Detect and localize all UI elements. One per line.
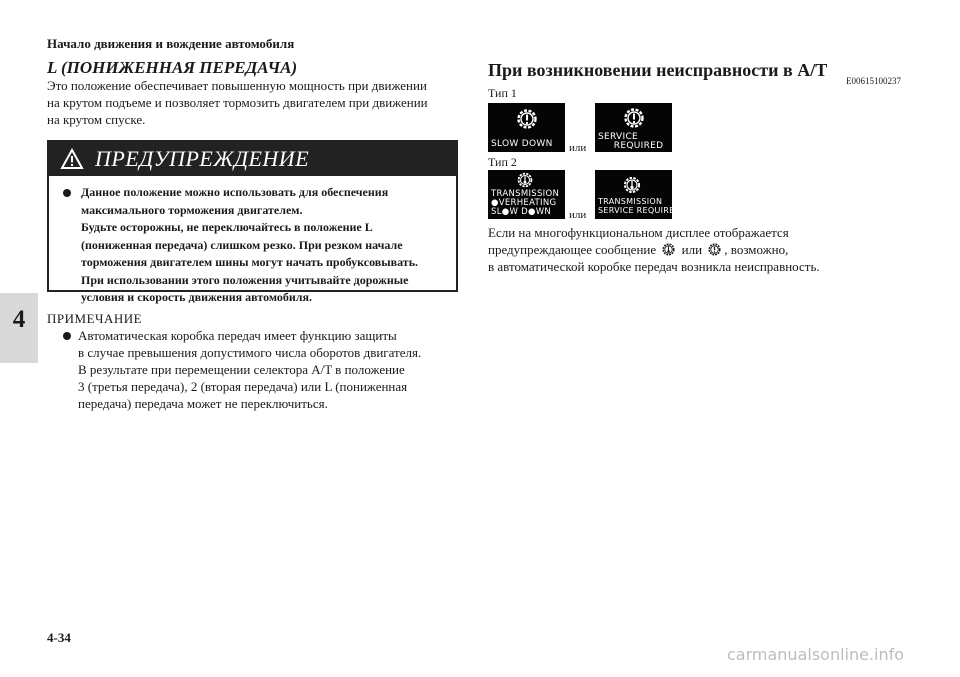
watermark: carmanualsonline.info (727, 645, 905, 664)
text-line: Будьте осторожны, не переключайтесь в положение L (81, 220, 373, 234)
at-malfunction-heading: При возникновении неисправности в A/T (488, 60, 828, 80)
gear-temperature-icon (661, 242, 676, 257)
text-line: Автоматическая коробка передач имеет функцию защиты (78, 328, 397, 343)
text-line: в автоматической коробке передач возникла неисправность. (488, 259, 820, 274)
text-line: Если на многофункциональном дисплее отображается (488, 225, 789, 240)
gear-warning-icon (707, 242, 722, 257)
note-body (78, 327, 463, 412)
gear-temperature-icon (516, 171, 534, 189)
display-text: TRANSMISSION SERVICE REQUIRED (598, 197, 681, 215)
text-line: на крутом подъеме и позволяет тормозить двигателем при движении (47, 95, 428, 110)
text-line: Это положение обеспечивает повышенную мощность при движении (47, 78, 427, 93)
display-transmission-overheating (488, 170, 565, 219)
display-text: SLOW DOWN (491, 139, 553, 149)
display-text: TRANSMISSION ●VERHEATING SL●W D●WN (491, 189, 560, 217)
text-line: на крутом спуске. (47, 112, 146, 127)
or-label: или (569, 142, 587, 154)
gear-temperature-icon (622, 175, 642, 195)
type2-label: Тип 2 (488, 155, 517, 169)
text-line: 3 (третья передача), 2 (вторая передача) или L (пониженная (78, 379, 408, 394)
warning-body (49, 176, 456, 307)
display-slow-down (488, 103, 565, 152)
text-line: (пониженная передача) слишком резко. При резком начале (81, 237, 403, 252)
warning-header (49, 142, 456, 176)
l-position-heading: L (ПОНИЖЕННАЯ ПЕРЕДАЧА) (47, 58, 298, 77)
running-header: Начало движения и вождение автомобиля (47, 36, 295, 51)
section-number: 4 (12, 306, 26, 333)
text-line (488, 241, 898, 258)
text-line: передача) передача может не переключиться. (78, 396, 328, 411)
text-segment: или (681, 242, 703, 257)
text-line: При использовании этого положения учитывайте дорожные (81, 272, 409, 287)
warning-box (47, 140, 458, 304)
warning-title: ПРЕДУПРЕЖДЕНИЕ (95, 146, 310, 171)
text-line: Данное положение можно использовать для обеспечения (81, 185, 389, 199)
display-service-required (595, 103, 672, 152)
section-code: E00615100237 (846, 76, 901, 86)
bullet-icon (63, 332, 71, 340)
gear-warning-icon (515, 107, 539, 131)
text-line: условия и скорость движения автомобиля. (81, 290, 313, 304)
text-line: В результате при перемещении селектора A/T в положение (78, 362, 405, 377)
or-label: или (569, 209, 587, 221)
text-line: торможения двигателем шины могут начать пробуксовывать. (81, 255, 419, 269)
text-line: в случае превышения допустимого числа оборотов двигателя. (78, 345, 422, 360)
page-number: 4-34 (47, 630, 71, 645)
note-title: ПРИМЕЧАНИЕ (47, 311, 143, 326)
text-segment: предупреждающее сообщение (488, 242, 657, 257)
text-segment: , возможно, (724, 242, 789, 257)
gear-warning-icon (622, 106, 646, 130)
display-transmission-service (595, 170, 681, 219)
l-position-description (47, 77, 462, 128)
warning-triangle-icon (61, 149, 83, 169)
at-malfunction-description (488, 224, 898, 275)
text-line: максимального торможения двигателем. (81, 202, 303, 217)
type1-label: Тип 1 (488, 86, 517, 100)
display-text: SERVICE REQUIRED (598, 132, 664, 151)
bullet-icon (63, 189, 71, 197)
